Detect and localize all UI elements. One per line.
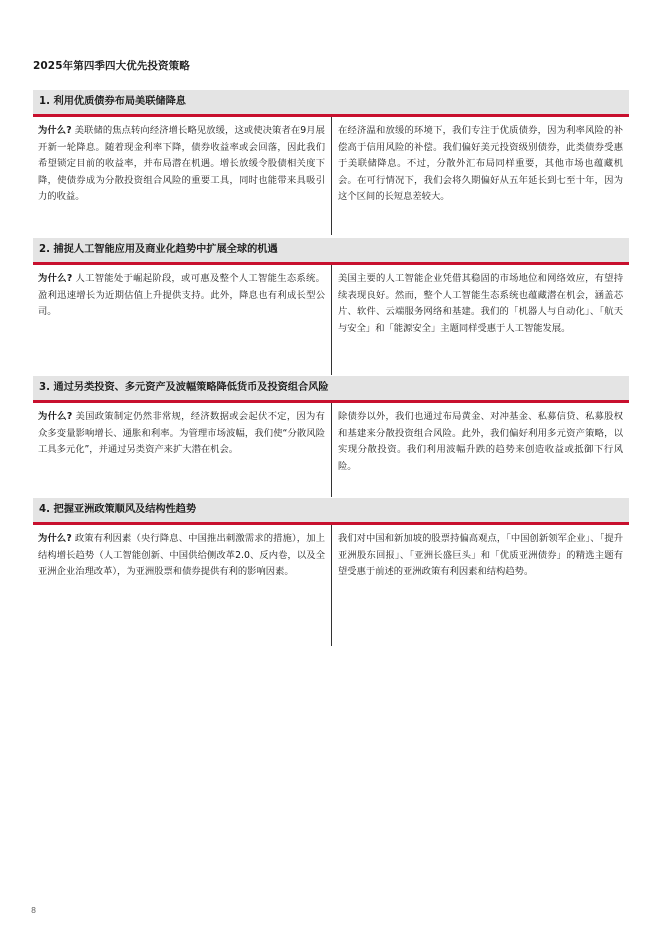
left-column — [33, 403, 331, 475]
section-asia — [33, 498, 629, 581]
section-heading: 2. 捕捉人工智能应用及商业化趋势中扩展全球的机遇 — [33, 238, 629, 265]
right-text: 除债券以外，我们也通过布局黄金、对冲基金、私募信贷、私募股权和基建来分散投资组合风险。此外，我们偏好利用多元资产策略，以实现分散投资。我们利用波幅升跌的趋势来创造收益或抵御下行风险。 — [338, 411, 623, 472]
left-column — [33, 265, 331, 337]
left-text: 人工智能处于崛起阶段，或可惠及整个人工智能生态系统。盈利迅速增长为近期估值上升提供支持。此外，降息也有利成长型公司。 — [38, 273, 325, 317]
section-ai — [33, 238, 629, 337]
left-column — [33, 525, 331, 581]
page-title: 2025年第四季四大优先投资策略 — [33, 60, 190, 72]
left-text: 美联储的焦点转向经济增长略见放缓，这或使决策者在9月展开新一轮降息。随着现金利率下降，债券收益率或会回落，因此我们希望锁定目前的收益率，并布局潜在机遇。增长放缓令股债相关度下降，使债券成为分散投资组合风险的重要工具，同时也能带来具吸引力的收益。 — [38, 125, 325, 202]
section-body — [33, 117, 629, 206]
right-text: 美国主要的人工智能企业凭借其稳固的市场地位和网络效应，有望持续表现良好。然而，整个人工智能生态系统也蕴藏潜在机会，涵盖芯片、软件、云端服务网络和基建。我们的「机器人与自动化」、「航天与安全」和「能源安全」主题同样受惠于人工智能发展。 — [338, 273, 623, 334]
right-column — [331, 403, 629, 475]
page-number: 8 — [31, 906, 37, 915]
right-text: 我们对中国和新加坡的股票持偏高观点，「中国创新领军企业」、「提升亚洲股东回报」、「亚洲长盛巨头」和「优质亚洲债券」的精选主题有望受惠于前述的亚洲政策有利因素和结构趋势。 — [338, 533, 623, 577]
section-bonds — [33, 90, 629, 206]
why-label: 为什么? — [38, 125, 72, 136]
section-alternatives — [33, 376, 629, 475]
section-heading: 4. 把握亚洲政策顺风及结构性趋势 — [33, 498, 629, 525]
why-label: 为什么? — [38, 411, 73, 422]
left-column — [33, 117, 331, 206]
section-body — [33, 403, 629, 475]
left-text: 政策有利因素（央行降息、中国推出刺激需求的措施），加上结构增长趋势（人工智能创新、中国供给侧改革2.0、反内卷，以及全亚洲企业治理改革），为亚洲股票和债券提供有利的影响因素。 — [38, 533, 325, 577]
column-divider — [331, 117, 332, 235]
right-column — [331, 525, 629, 581]
why-label: 为什么? — [38, 273, 73, 284]
column-divider — [331, 265, 332, 375]
section-heading: 3. 通过另类投资、多元资产及波幅策略降低货币及投资组合风险 — [33, 376, 629, 403]
column-divider — [331, 403, 332, 497]
why-label: 为什么? — [38, 533, 72, 544]
section-body — [33, 525, 629, 581]
section-heading: 1. 利用优质债券布局美联储降息 — [33, 90, 629, 117]
right-column — [331, 117, 629, 206]
right-text: 在经济温和放缓的环境下，我们专注于优质债券，因为利率风险的补偿高于信用风险的补偿。我们偏好美元投资级别债券，此类债券受惠于美联储降息。不过，分散外汇布局同样重要，其他市场也蕴藏机会。在可行情况下，我们会将久期偏好从五年延长到七至十年，因为这个区间的长短息差较大。 — [338, 125, 623, 202]
column-divider — [331, 525, 332, 646]
left-text: 美国政策制定仍然非常规，经济数据或会起伏不定，因为有众多变量影响增长、通胀和利率。为管理市场波幅，我们使“分散风险工具多元化”，并通过另类资产来扩大潜在机会。 — [38, 411, 325, 455]
section-body — [33, 265, 629, 337]
right-column — [331, 265, 629, 337]
